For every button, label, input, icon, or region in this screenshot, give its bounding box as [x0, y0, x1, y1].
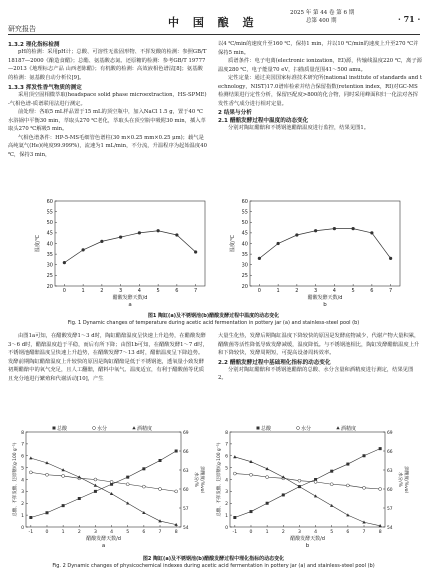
- data-point: [175, 450, 178, 453]
- x-tick-label: 2: [77, 530, 81, 535]
- data-point: [295, 233, 298, 236]
- x-tick-label: 5: [330, 530, 334, 535]
- y-tick-label: 2: [21, 502, 24, 508]
- right-column-2: [218, 332, 422, 383]
- series-line: [235, 457, 380, 526]
- data-point: [29, 471, 32, 474]
- paragraph: 分别对陶缸醋醅和不锈钢池醋醅温度进行监控，结果见图1。: [228, 125, 370, 131]
- y-axis-label: 温度/℃: [230, 234, 236, 253]
- data-point: [330, 470, 333, 473]
- y-tick-label: 55: [46, 209, 53, 216]
- y-tick-label: 20: [241, 283, 248, 290]
- paragraph: 以4 ℃/min的速度升至160 ℃，保持1 min，并以10 ℃/min的速度上升至270 ℃并保持5 min。: [218, 41, 419, 56]
- header-rule: [8, 34, 420, 35]
- caption-en: Fig. 1 Dynamic changes of temperature during acetic acid fermentation in pottery jar (a) and stainless-steel pool (b): [67, 320, 360, 326]
- x-tick-label: 6: [142, 530, 146, 535]
- data-point: [266, 476, 269, 479]
- y-tick-label: 3: [21, 490, 24, 496]
- x-axis-label: 醋酸发酵天数/d: [86, 536, 121, 542]
- y-tick-label: 0: [21, 525, 24, 531]
- figure-2-caption: [0, 556, 427, 570]
- x-axis-label: 醋酸发酵天数/d: [307, 295, 343, 301]
- paragraph: 由图1a可知，在醋酸发酵1～3 d时，陶缸醋醅温度呈快速上升趋势，在醋酸发酵3～6 d时，醋醅温度趋于平稳，而后有所下降；由图1b可知，在醋酸发酵1～7 d时，不锈钢池醋醅温度呈快速上升趋势，在醋酸发酵7～13 d时，醋醅温度呈下降趋势。发酵前期陶缸醋醅温度上升较快的原因是陶缸醋醅是低于不锈钢池，透氧量小致发酵初期醋醅中的氧气充足，且人工翻醅，醋料中氧气、温度适宜，有利于醋酸菌等优质且充分地进行繁殖和代谢活动[10]，产生: [8, 333, 208, 382]
- caption-en: Fig. 2 Dynamic changes of physicochemical indexes during acetic acid fermentation in pottery jar (a) and stainless-steel pool (b): [52, 563, 375, 569]
- y-tick-label: 20: [46, 283, 53, 290]
- y-tick-label: 45: [241, 230, 248, 237]
- y-tick-label: 25: [46, 273, 53, 280]
- data-point: [82, 248, 85, 251]
- y-tick-label: 25: [241, 273, 248, 280]
- x-tick-label: 6: [370, 288, 374, 294]
- y-tick-label: 5: [225, 466, 228, 472]
- series-line: [31, 451, 176, 518]
- y-tick-label: 60: [241, 198, 248, 205]
- legend-marker: [297, 427, 300, 430]
- section-heading: 1.3.3 挥发性香气物质的测定: [8, 85, 82, 91]
- x-tick-label: 3: [93, 530, 97, 535]
- series-line: [31, 472, 176, 491]
- data-point: [159, 459, 162, 462]
- legend-label: 酒精度: [341, 425, 357, 432]
- y2-axis-label: 水分/%: [193, 471, 198, 488]
- figure-1: [20, 196, 415, 311]
- right-column: [218, 40, 422, 133]
- data-point: [330, 483, 333, 486]
- y2-tick-label: 66: [183, 449, 189, 455]
- series-line: [235, 474, 380, 489]
- panel-label: a: [128, 302, 132, 308]
- data-point: [249, 510, 252, 513]
- x-tick-label: 7: [158, 530, 162, 535]
- x-tick-label: 3: [314, 288, 318, 294]
- legend-label: 水分: [97, 425, 108, 432]
- y-tick-label: 6: [21, 454, 24, 460]
- data-point: [142, 485, 145, 488]
- plot-frame: [26, 432, 181, 527]
- x-tick-label: 0: [249, 530, 253, 535]
- x-tick-label: 0: [257, 288, 261, 294]
- data-point: [258, 257, 261, 260]
- paragraph: 质谱条件：电子电离(electronic ionization，EI)源，传输线温度220 ℃，离子源温度280 ℃，电子能量70 eV，扫描质量范围41～500 amu。: [218, 58, 422, 73]
- data-point: [352, 227, 355, 230]
- data-point: [333, 227, 336, 230]
- y-tick-label: 35: [46, 251, 53, 258]
- legend-label: 酒精度: [137, 425, 153, 432]
- series-line: [31, 458, 176, 525]
- data-point: [233, 472, 236, 475]
- y-tick-label: 6: [225, 454, 228, 460]
- x-tick-label: 6: [175, 288, 179, 294]
- data-point: [110, 480, 113, 483]
- paragraph: 定性定量：通过美国国家标准技术研究所(national institute of standards and technology，NIST)17.0谱库检索并结合保留指数(retention index，RI)对GC-MS检测结果进行定性分析，保留匹配度>800的化合物，同时采用峰面积归一化法对各挥发性香气成分进行相对定量。: [218, 75, 422, 107]
- data-point: [94, 478, 97, 481]
- y-tick-label: 3: [225, 490, 228, 496]
- y2-tick-label: 57: [387, 506, 393, 512]
- y2-tick-label: 69: [387, 430, 393, 436]
- left-column: [8, 40, 208, 159]
- issue-total: 总第 400 期: [306, 18, 337, 24]
- y-tick-label: 55: [241, 209, 248, 216]
- data-point: [45, 473, 48, 476]
- data-point: [142, 467, 145, 470]
- x-tick-label: 1: [81, 288, 85, 294]
- y-tick-label: 1: [21, 513, 24, 519]
- x-tick-label: 8: [174, 530, 178, 535]
- legend-marker: [53, 427, 56, 430]
- plot-frame: [55, 201, 205, 286]
- left-column-2: [8, 332, 208, 383]
- data-point: [126, 501, 129, 504]
- y2-tick-label: 60: [183, 487, 189, 493]
- section-heading: 2.1 醋醅发酵过程中温度的动态变化: [218, 118, 309, 124]
- data-point: [175, 233, 178, 236]
- x-tick-label: 5: [126, 530, 130, 535]
- data-point: [346, 463, 349, 466]
- page-number: · 71 ·: [398, 14, 421, 24]
- y-tick-label: 30: [46, 262, 53, 269]
- x-tick-label: 7: [389, 288, 393, 294]
- figure-1-caption: [0, 313, 427, 327]
- data-point: [249, 473, 252, 476]
- data-point: [29, 516, 32, 519]
- y-tick-label: 40: [46, 241, 53, 248]
- section-heading: 2 结果与分析: [218, 110, 252, 116]
- section-label: 研究报告: [8, 25, 36, 33]
- data-point: [94, 484, 97, 487]
- data-point: [110, 492, 113, 495]
- y2-axis-label: 水分/%: [397, 471, 402, 488]
- paragraph: 前处理：各取5 mL样品置于15 mL的顶空瓶中，加入NaCl 1.5 g，置于40 ℃水浴锅中平衡30 min，萃取头270 ℃老化，萃取头在顶空瓶中吸附30 min，插入萃取头270 ℃解吸5 min。: [8, 109, 206, 132]
- data-point: [142, 511, 145, 514]
- caption-cn: 图1 陶缸(a)及不锈钢池(b)醋酸发酵过程中温度的动态变化: [147, 313, 280, 319]
- y3-axis-label: 酒精度/%vol: [199, 466, 204, 493]
- paragraph: pH的检测：采用pH计；总酸、可溶性无盐固形物、不挥发酸的检测：参照GB/T 18187—2000《酿造食醋》；总酯、氨基酸态氮、还原糖的检测：参考GB/T 19777—2013《地理标志产品 山西老陈醋》；有机酸的检测：高效液相色谱法[8]；氨基酸的检测：氨基酸自动分析仪[9]。: [8, 49, 207, 81]
- data-point: [62, 474, 65, 477]
- y-tick-label: 30: [241, 262, 248, 269]
- paragraph: 大量生化热，发酵后期陶缸温度下降较快的原因是发酵底物减少，代谢产物大量积累，醋酸菌等活性降低导致发酵减缓，温度降低。与不锈钢池相比，陶缸发酵醋醅温度上升和下降较快，发酵周期短，可提高设备周转效率。: [218, 333, 420, 356]
- data-point: [314, 229, 317, 232]
- data-point: [138, 231, 141, 234]
- plot-frame: [250, 201, 400, 286]
- data-point: [266, 502, 269, 505]
- x-tick-label: 2: [295, 288, 299, 294]
- data-point: [363, 454, 366, 457]
- y-tick-label: 0: [225, 525, 228, 531]
- legend-label: 总酸: [57, 425, 68, 432]
- y-tick-label: 60: [46, 198, 53, 205]
- x-tick-label: 4: [332, 288, 336, 294]
- data-point: [119, 236, 122, 239]
- x-tick-label: 4: [110, 530, 114, 535]
- y-tick-label: 50: [241, 220, 248, 227]
- x-tick-label: 2: [100, 288, 104, 294]
- y-axis-label: 温度/℃: [35, 234, 41, 253]
- x-tick-label: 0: [62, 288, 66, 294]
- x-tick-label: 0: [45, 530, 49, 535]
- data-point: [158, 519, 161, 522]
- legend-marker: [336, 426, 339, 429]
- data-point: [63, 261, 66, 264]
- y-tick-label: 7: [21, 442, 24, 448]
- section-heading: 1.3.2 理化指标检测: [8, 42, 60, 48]
- x-tick-label: 1: [276, 288, 280, 294]
- x-tick-label: 1: [61, 530, 65, 535]
- plot-frame: [230, 432, 385, 527]
- y-tick-label: 40: [241, 241, 248, 248]
- data-point: [330, 504, 333, 507]
- y-tick-label: 4: [225, 478, 228, 484]
- y-tick-label: 2: [225, 502, 228, 508]
- data-point: [379, 447, 382, 450]
- data-point: [346, 513, 349, 516]
- data-point: [29, 456, 32, 459]
- data-point: [282, 475, 285, 478]
- y2-tick-label: 54: [387, 525, 393, 531]
- legend-label: 水分: [301, 425, 312, 432]
- data-point: [194, 250, 197, 253]
- data-point: [298, 479, 301, 482]
- figure-2: [8, 424, 420, 554]
- data-point: [78, 497, 81, 500]
- panel-label: b: [323, 302, 327, 308]
- x-tick-label: 3: [119, 288, 123, 294]
- x-tick-label: 4: [314, 530, 318, 535]
- y-tick-label: 50: [46, 220, 53, 227]
- y-tick-label: 1: [225, 513, 228, 519]
- caption-cn: 图2 陶缸(a)及不锈钢池(b)醋酸发酵过程中理化指标的动态变化: [142, 556, 285, 562]
- data-point: [233, 455, 236, 458]
- y2-tick-label: 60: [387, 487, 393, 493]
- data-point: [233, 516, 236, 519]
- paragraph: 气相色谱条件：HP-5-MS毛细管色谱柱(30 m×0.25 mm×0.25 μm)；载气是高纯氦气(He)(纯度99.999%)，流速为1 mL/min，不分流，升温程序为起始温度40 ℃，保持3 min，: [8, 134, 207, 158]
- data-point: [282, 493, 285, 496]
- legend-marker: [93, 427, 96, 430]
- paragraph: 采用顶空固相微萃取(headspace solid phase microextraction，HS-SPME)-气相色谱-质谱联用法进行测定。: [8, 92, 207, 107]
- data-point: [94, 490, 97, 493]
- series-line: [235, 449, 380, 518]
- legend-marker: [132, 426, 135, 429]
- x-tick-label: -1: [232, 530, 238, 535]
- y-tick-label: 5: [21, 466, 24, 472]
- data-point: [157, 229, 160, 232]
- x-tick-label: 7: [194, 288, 198, 294]
- x-tick-label: 3: [297, 530, 301, 535]
- y2-tick-label: 66: [387, 449, 393, 455]
- data-point: [363, 486, 366, 489]
- data-point: [126, 483, 129, 486]
- y-axis-label: 总酸、不挥发酸、还原糖/(g·100 g⁻¹): [217, 442, 222, 517]
- data-point: [159, 488, 162, 491]
- data-point: [314, 494, 317, 497]
- paragraph: 分别对陶缸醋醅和不锈钢池醋醅的总酸、水分含量和酒精度进行测定，结果见图2。: [218, 366, 414, 381]
- data-point: [370, 231, 373, 234]
- y-tick-label: 35: [241, 251, 248, 258]
- x-tick-label: -1: [28, 530, 34, 535]
- x-tick-label: 4: [137, 288, 141, 294]
- y-tick-label: 4: [21, 478, 24, 484]
- x-axis-label: 醋酸发酵天数/d: [112, 295, 148, 301]
- x-tick-label: 6: [346, 530, 350, 535]
- y2-tick-label: 57: [183, 506, 189, 512]
- y-tick-label: 45: [46, 230, 53, 237]
- x-tick-label: 5: [156, 288, 160, 294]
- y3-axis-label: 酒精度/%vol: [403, 466, 408, 493]
- data-point: [346, 484, 349, 487]
- data-point: [379, 488, 382, 491]
- data-point: [126, 476, 129, 479]
- x-tick-label: 8: [378, 530, 382, 535]
- y2-tick-label: 69: [183, 430, 189, 436]
- y-tick-label: 8: [21, 430, 24, 436]
- journal-title: 中 国 酿 造: [168, 16, 259, 29]
- panel-label: b: [305, 543, 310, 549]
- y-tick-label: 7: [225, 442, 228, 448]
- x-axis-label: 醋酸发酵天数/d: [290, 536, 325, 542]
- data-point: [314, 480, 317, 483]
- x-tick-label: 5: [351, 288, 355, 294]
- y2-tick-label: 63: [387, 468, 393, 474]
- data-point: [100, 240, 103, 243]
- y2-tick-label: 63: [183, 468, 189, 474]
- y-tick-label: 8: [225, 430, 228, 436]
- issue-info: 2025 年 第 44 卷 第 6 期: [290, 10, 355, 16]
- data-point: [277, 242, 280, 245]
- legend-label: 总酸: [261, 425, 272, 432]
- x-tick-label: 7: [362, 530, 366, 535]
- legend-marker: [257, 427, 260, 430]
- section-heading: 2.2 醋醅发酵过程中基础理化指标的动态变化: [218, 359, 331, 366]
- data-point: [62, 504, 65, 507]
- y2-tick-label: 54: [183, 525, 189, 531]
- x-tick-label: 2: [281, 530, 285, 535]
- x-tick-label: 1: [265, 530, 269, 535]
- data-point: [175, 490, 178, 493]
- panel-label: a: [101, 543, 106, 549]
- y-axis-label: 总酸、不挥发酸、还原糖/(g·100 g⁻¹): [13, 442, 18, 517]
- data-point: [45, 511, 48, 514]
- data-point: [389, 257, 392, 260]
